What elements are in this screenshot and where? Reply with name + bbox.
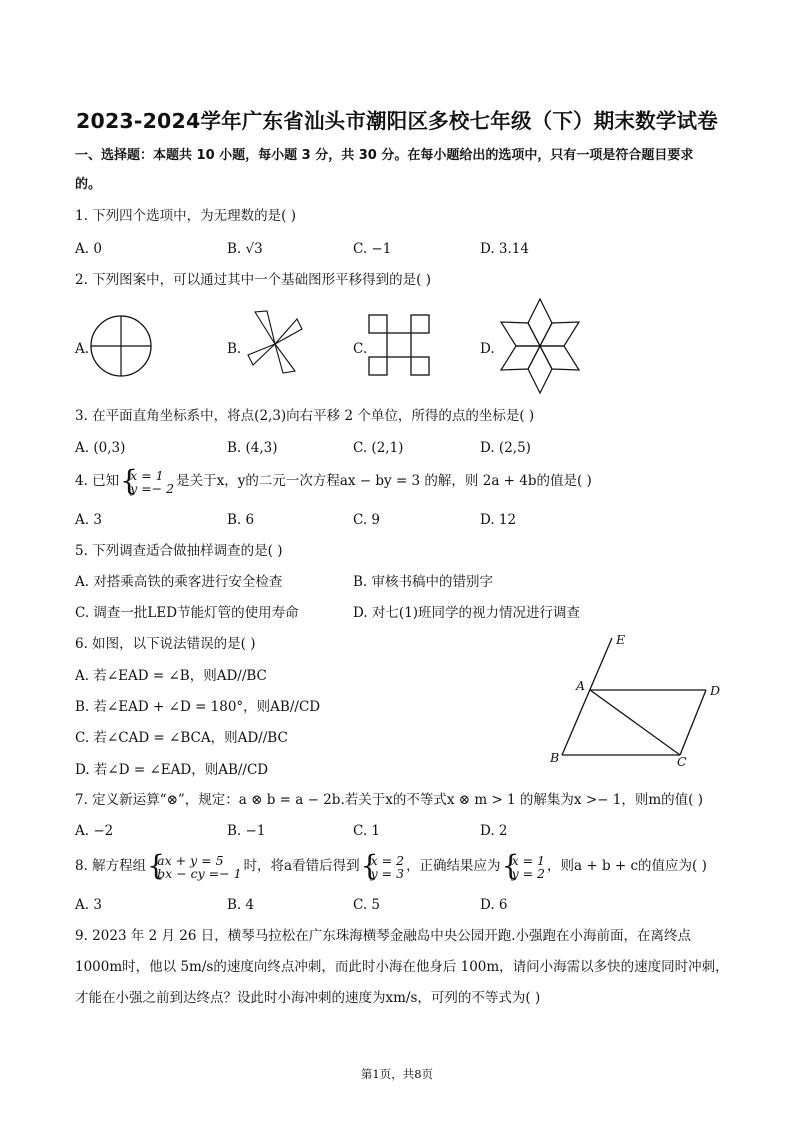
q6-label-d: D (710, 683, 721, 698)
section-heading-cont: 的。 (75, 177, 102, 192)
q2-option-b: B. (227, 341, 242, 357)
q2-figure-b-pinwheel (245, 309, 305, 375)
q6-figure-parallelogram (540, 628, 740, 773)
q1-option-c: C. −1 (353, 241, 392, 257)
q3-option-c: C. (2,1) (353, 440, 404, 456)
q7-stem: 7. 定义新运算“⊗”，规定：a ⊗ b = a − 2b.若关于x的不等式x ⊗ m > 1 的解集为x >− 1，则m的值( ) (75, 792, 703, 808)
q4-stem (75, 467, 592, 495)
q5-stem: 5. 下列调查适合做抽样调查的是( ) (75, 543, 283, 559)
q8-option-d: D. 6 (480, 897, 508, 913)
q6-option-b: B. 若∠EAD + ∠D = 180°，则AB//CD (75, 699, 321, 715)
q2-figure-d-star (494, 296, 586, 396)
q6-option-c: C. 若∠CAD = ∠BCA，则AD//BC (75, 730, 288, 746)
q8-system-2 (362, 854, 404, 880)
q1-option-d: D. 3.14 (480, 241, 529, 257)
q5-option-a: A. 对搭乘高铁的乘客进行安全检查 (75, 574, 283, 590)
q4-suffix: 是关于x，y的二元一次方程ax − by = 3 的解，则 2a + 4b的值是( ) (176, 473, 592, 489)
q8-option-a: A. 3 (75, 897, 102, 913)
q8-system-3-eq2: y = 2 (511, 865, 545, 881)
q2-figure-a-circle (88, 313, 154, 379)
q3-option-a: A. (0,3) (75, 440, 126, 456)
q8-system-2-eq1: { x = 2 (370, 852, 405, 868)
q5-option-d: D. 对七(1)班同学的视力情况进行调查 (353, 605, 581, 621)
q6-label-c: C (677, 754, 687, 769)
q8-system-1-eq2: bx − cy =− 1 (157, 865, 242, 881)
q8-system-3 (503, 854, 545, 880)
q2-stem: 2. 下列图案中，可以通过其中一个基础图形平移得到的是( ) (75, 272, 431, 288)
q2-option-a: A. (75, 341, 90, 357)
q6-option-a: A. 若∠EAD = ∠B，则AD//BC (75, 668, 267, 684)
q9-line-3: 才能在小强之前到达终点？设此时小海冲刺的速度为xm/s，可列的不等式为( ) (75, 990, 541, 1006)
q8-stem (75, 852, 707, 880)
page-title: 2023-2024学年广东省汕头市潮阳区多校七年级（下）期末数学试卷 (76, 109, 718, 133)
q9-line-1: 9. 2023 年 2 月 26 日，横琴马拉松在广东珠海横琴金融岛中央公园开跑.小强跑在小海前面，在离终点 (75, 928, 692, 944)
q4-system (121, 469, 174, 495)
q7-option-d: D. 2 (480, 823, 508, 839)
page-footer: 第1页，共8页 (360, 1067, 434, 1081)
q8-mid1: 时，将a看错后得到 (243, 858, 360, 874)
q6-option-d: D. 若∠D = ∠EAD，则AB//CD (75, 762, 269, 778)
q8-prefix: 8. 解方程组 (75, 858, 147, 874)
q2-option-c: C. (353, 341, 368, 357)
q4-prefix: 4. 已知 (75, 473, 120, 489)
q6-stem: 6. 如图，以下说法错误的是( ) (75, 636, 256, 652)
q6-label-a: A (576, 678, 586, 693)
q8-suffix: ，则a + b + c的值应为( ) (547, 858, 707, 874)
q5-option-b: B. 审核书稿中的错别字 (353, 574, 494, 590)
q1-option-b: B. √3 (227, 241, 263, 257)
q4-system-eq2: y =− 2 (130, 480, 175, 496)
q8-mid2: ，正确结果应为 (406, 858, 501, 874)
q6-label-b: B (550, 750, 560, 765)
q4-option-b: B. 6 (227, 512, 255, 528)
q3-option-d: D. (2,5) (480, 440, 531, 456)
q1-stem: 1. 下列四个选项中，为无理数的是( ) (75, 208, 296, 224)
q8-system-3-eq1: { x = 1 (511, 852, 545, 868)
q7-option-a: A. −2 (75, 823, 114, 839)
q3-stem: 3. 在平面直角坐标系中，将点(2,3)向右平移 2 个单位，所得的点的坐标是( ) (75, 408, 535, 424)
q5-option-c: C. 调查一批LED节能灯管的使用寿命 (75, 605, 299, 621)
q2-option-d: D. (480, 341, 495, 357)
section-heading: 一、选择题：本题共 10 小题，每小题 3 分，共 30 分。在每小题给出的选项中，只有一项是符合题目要求 (75, 148, 694, 163)
q4-option-c: C. 9 (353, 512, 381, 528)
q1-option-a: A. 0 (75, 241, 102, 257)
q9-line-2: 1000m时，他以 5m/s的速度向终点冲刺，而此时小海在他身后 100m，请问小海需以多快的速度同时冲刺， (75, 959, 729, 975)
q8-option-b: B. 4 (227, 897, 255, 913)
q8-system-1-eq1: { ax + y = 5 (157, 852, 224, 868)
q4-option-a: A. 3 (75, 512, 102, 528)
q8-system-2-eq2: y = 3 (370, 865, 405, 881)
q6-label-e: E (616, 632, 626, 647)
q7-option-b: B. −1 (227, 823, 266, 839)
q2-figure-c-squares (367, 313, 431, 377)
q3-option-b: B. (4,3) (227, 440, 278, 456)
q7-option-c: C. 1 (353, 823, 381, 839)
q8-system-1 (148, 854, 241, 880)
q8-option-c: C. 5 (353, 897, 381, 913)
q4-system-eq1: { x = 1 (130, 467, 164, 483)
q4-option-d: D. 12 (480, 512, 517, 528)
